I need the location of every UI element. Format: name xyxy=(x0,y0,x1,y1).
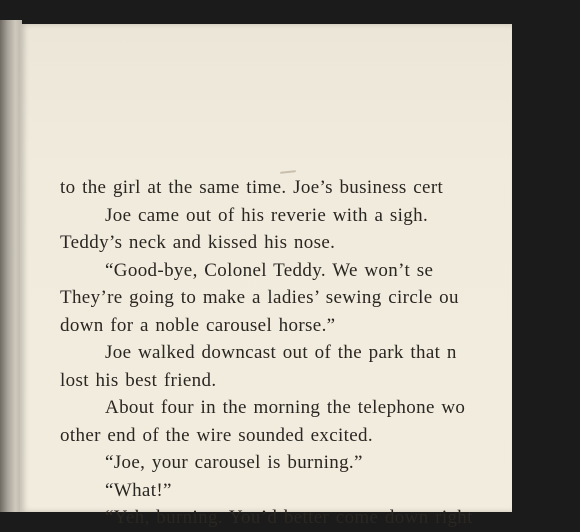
text-line: “Good-bye, Colonel Teddy. We won’t se xyxy=(105,259,434,281)
text-line: to the girl at the same time. Joe’s business cert xyxy=(60,177,444,198)
book-spine-edge xyxy=(0,20,22,512)
page-text-block xyxy=(60,174,580,532)
text-line: down for a noble carousel horse.” xyxy=(60,314,336,336)
text-line: They’re going to make a ladies’ sewing circle ou xyxy=(60,287,459,308)
text-line: other end of the wire sounded excited. xyxy=(60,424,374,446)
text-line: Joe walked downcast out of the park that n xyxy=(105,342,457,363)
text-line: “What!” xyxy=(105,479,172,501)
text-line: Teddy’s neck and kissed his nose. xyxy=(60,232,336,253)
text-line: About four in the morning the telephone wo xyxy=(105,397,466,418)
text-line: Joe came out of his reverie with a sigh. xyxy=(105,204,429,226)
text-line: “Yeh, burning. You’d better come down right xyxy=(105,507,473,528)
text-line: “Joe, your carousel is burning.” xyxy=(105,452,363,473)
text-line: lost his best friend. xyxy=(60,369,217,391)
